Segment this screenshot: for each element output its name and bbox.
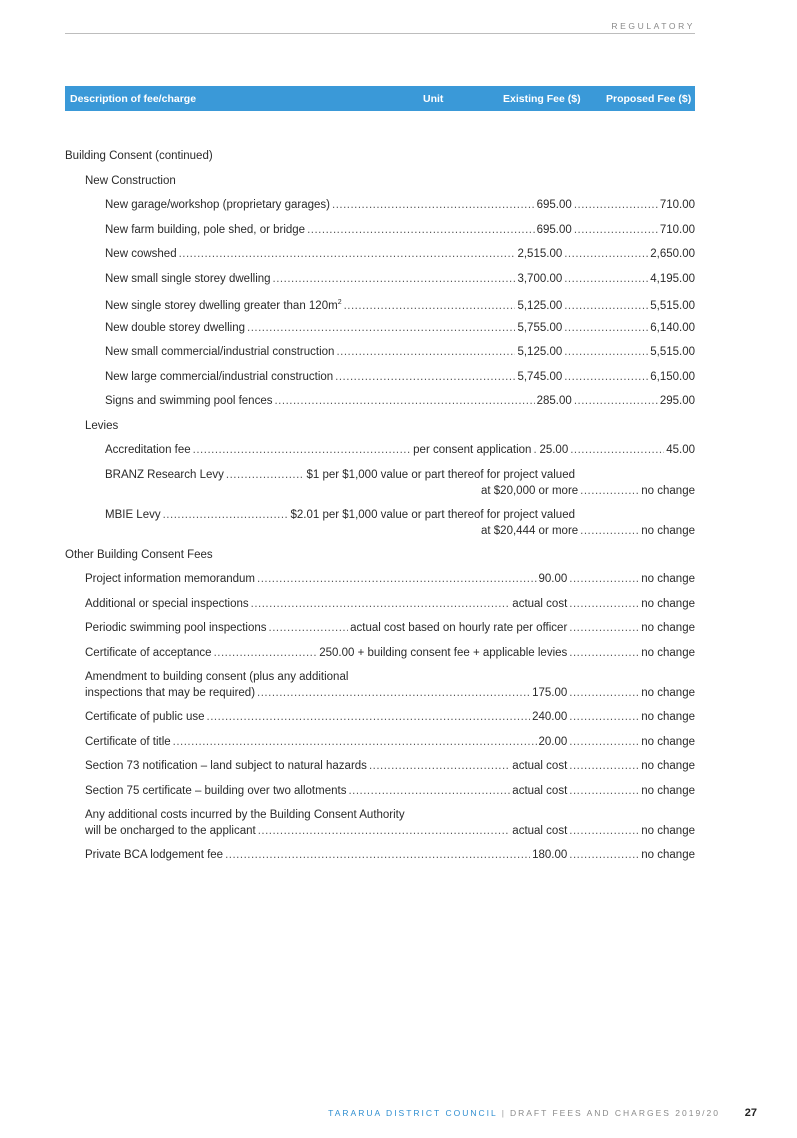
- fee-proposed: no change: [641, 735, 695, 748]
- fee-row-certificate-title: [0, 734, 797, 759]
- fee-unit-line2: at $20,000 or more: [481, 484, 579, 497]
- fee-row-new-construction: [0, 393, 797, 418]
- fee-existing: 20.00: [538, 735, 568, 748]
- subheading-levies: Levies: [85, 419, 119, 432]
- fee-proposed: no change: [641, 646, 695, 659]
- fee-proposed: no change: [641, 784, 695, 797]
- fee-proposed: no change: [641, 573, 695, 585]
- fee-proposed: 710.00: [659, 223, 695, 236]
- fee-existing: 695.00: [536, 199, 572, 211]
- fee-label-line2: inspections that may be required): [85, 687, 256, 699]
- fee-existing: 180.00: [532, 849, 568, 861]
- fee-label: MBIE Levy: [105, 508, 161, 521]
- fee-row-certificate-acceptance: [0, 645, 797, 670]
- fee-existing: actual cost: [512, 597, 568, 610]
- fee-row-new-construction: [0, 369, 797, 394]
- fee-label: New double storey dwelling: [105, 321, 245, 334]
- fee-proposed: no change: [641, 849, 695, 861]
- section-heading-building-consent: Building Consent (continued): [65, 150, 213, 162]
- header-existing-fee: Existing Fee ($): [503, 93, 581, 105]
- fee-label: Section 73 notification – land subject to natural hazards: [85, 760, 367, 772]
- fee-label: New large commercial/industrial construction: [105, 370, 334, 383]
- fee-row-new-construction: [0, 197, 797, 222]
- fee-proposed: 6,150.00: [650, 370, 695, 383]
- fee-existing: actual cost based on hourly rate per officer: [350, 622, 568, 634]
- fee-existing: 5,125.00: [517, 346, 563, 358]
- header-proposed-fee: Proposed Fee ($): [606, 93, 692, 105]
- fee-proposed: no change: [641, 711, 695, 723]
- fee-row-additional-costs: [0, 807, 797, 847]
- fee-proposed: no change: [641, 687, 695, 699]
- fee-proposed: no change: [641, 760, 695, 772]
- new-construction-rows: [0, 197, 797, 418]
- fee-label: New cowshed: [105, 248, 177, 260]
- fee-proposed: 5,515.00: [650, 299, 695, 312]
- fee-existing: 3,700.00: [517, 272, 563, 285]
- fee-label: New small commercial/industrial construction: [105, 346, 335, 358]
- fee-existing: 285.00: [536, 395, 572, 407]
- fee-proposed: 4,195.00: [650, 272, 695, 285]
- fee-label-line1: Any additional costs incurred by the Building Consent Authority: [85, 809, 405, 821]
- fee-label: Private BCA lodgement fee: [85, 849, 224, 861]
- header-divider: [65, 33, 695, 34]
- fee-label: New small single storey dwelling: [105, 272, 271, 285]
- fee-label: BRANZ Research Levy: [105, 468, 224, 481]
- fee-row-accreditation: [0, 442, 797, 467]
- footer-council: TARARUA DISTRICT COUNCIL: [328, 1108, 498, 1118]
- fee-label-superscript: 2: [337, 299, 342, 306]
- header-description: Description of fee/charge: [70, 93, 197, 105]
- fee-proposed: no change: [641, 825, 695, 837]
- fee-label: Certificate of acceptance: [85, 646, 212, 659]
- fee-label: New garage/workshop (proprietary garages): [105, 199, 330, 211]
- fee-label: New single storey dwelling greater than 120m: [105, 299, 338, 312]
- fee-label: Periodic swimming pool inspections: [85, 622, 267, 634]
- fee-existing: 2,515.00: [517, 248, 563, 260]
- fee-row-public-use: [0, 709, 797, 734]
- section-heading-other-fees: Other Building Consent Fees: [65, 548, 213, 561]
- fee-label-line2: will be oncharged to the applicant: [85, 825, 256, 837]
- page-number: 27: [744, 1107, 757, 1119]
- fee-label: Project information memorandum: [85, 573, 256, 585]
- fee-table: [0, 148, 797, 872]
- fee-label-line1: Amendment to building consent (plus any additional: [85, 671, 349, 683]
- fee-proposed: 295.00: [659, 395, 695, 407]
- fee-existing: 25.00: [539, 444, 569, 456]
- fee-row-new-construction: [0, 246, 797, 271]
- fee-row-private-bca: [0, 847, 797, 872]
- fee-row-new-construction: [0, 344, 797, 369]
- fee-existing: 695.00: [536, 223, 572, 236]
- fee-proposed: 710.00: [659, 199, 695, 211]
- fee-existing: actual cost: [512, 760, 568, 772]
- fee-row-mbie-levy: [0, 507, 797, 547]
- fee-existing: 90.00: [538, 573, 568, 585]
- table-header: [65, 86, 695, 111]
- fee-row-branz-levy: [0, 467, 797, 507]
- fee-existing: 240.00: [532, 711, 568, 723]
- fee-label: Certificate of title: [85, 735, 171, 748]
- fee-row-amendment: [0, 669, 797, 709]
- fee-existing: 5,125.00: [517, 299, 563, 312]
- fee-label: New farm building, pole shed, or bridge: [105, 223, 306, 236]
- fee-existing: 5,745.00: [517, 370, 563, 383]
- fee-existing: 5,755.00: [517, 321, 563, 334]
- fee-proposed: 45.00: [666, 444, 695, 456]
- fee-row-project-info: [0, 571, 797, 596]
- page-footer: [328, 1108, 720, 1118]
- fee-row-new-construction: [0, 295, 797, 320]
- fee-label: Certificate of public use: [85, 711, 205, 723]
- section-label: REGULATORY: [611, 21, 695, 31]
- fee-row-additional-inspections: [0, 596, 797, 621]
- fee-existing: 175.00: [532, 687, 568, 699]
- fee-existing: actual cost: [512, 825, 568, 837]
- fee-proposed: 2,650.00: [650, 248, 695, 260]
- footer-separator: |: [501, 1108, 506, 1118]
- fee-existing: 250.00 + building consent fee + applicable levies: [319, 646, 568, 659]
- fee-row-new-construction: [0, 320, 797, 345]
- fee-row-section-73: [0, 758, 797, 783]
- fee-proposed: 6,140.00: [650, 321, 695, 334]
- fee-proposed: 5,515.00: [650, 346, 695, 358]
- fee-proposed: no change: [641, 597, 695, 610]
- fee-label: Section 75 certificate – building over two allotments: [85, 784, 347, 797]
- fee-row-section-75: [0, 783, 797, 808]
- fee-row-new-construction: [0, 222, 797, 247]
- fee-existing: actual cost: [512, 784, 568, 797]
- fee-row-pool-inspections: [0, 620, 797, 645]
- fee-proposed: no change: [641, 524, 695, 537]
- subheading-new-construction: New Construction: [85, 174, 176, 187]
- fee-unit-line2: at $20,444 or more: [481, 524, 579, 537]
- fee-unit: per consent application: [413, 444, 532, 456]
- header-unit: Unit: [423, 93, 444, 105]
- fee-proposed: no change: [641, 622, 695, 634]
- footer-document-title: DRAFT FEES AND CHARGES 2019/20: [509, 1108, 720, 1118]
- fee-row-new-construction: [0, 271, 797, 296]
- fee-proposed: no change: [641, 484, 695, 497]
- fee-label: Accreditation fee: [105, 444, 191, 456]
- fee-label: Signs and swimming pool fences: [105, 395, 273, 407]
- fee-label: Additional or special inspections: [85, 597, 249, 610]
- fee-unit-line1: $1 per $1,000 value or part thereof for project valued: [306, 468, 575, 481]
- fee-unit-line1: $2.01 per $1,000 value or part thereof for project valued: [290, 508, 575, 521]
